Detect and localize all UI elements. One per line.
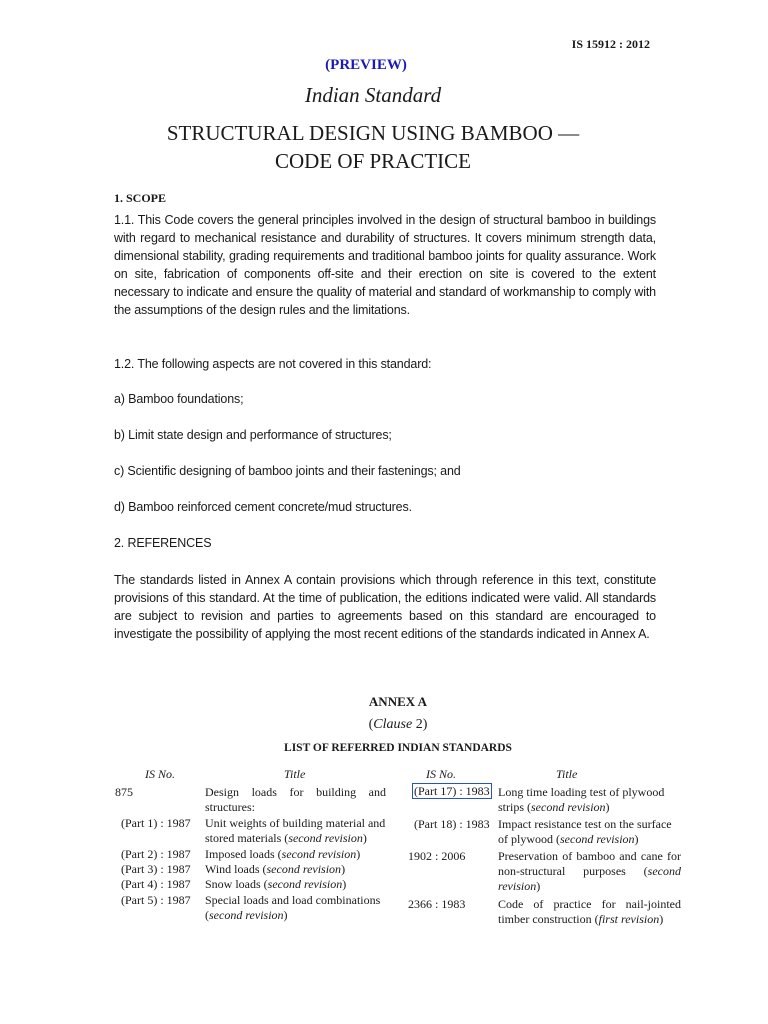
ref-number: (Part 1) : 1987 — [121, 816, 191, 830]
ref-title: Imposed loads (second revision) — [205, 847, 361, 861]
ref-title: Design loads for building and structures: — [205, 785, 386, 814]
annex-clause: (Clause 2) — [368, 717, 428, 732]
scope-paragraph-1: 1.1. This Code covers the general principles involved in the design of structural bamboo in buildings with regard to mechanical resistance and durability of structures. It covers minimum strength data, dimensional stability, grading requirements and traditional bamboo joints for quality assurance. Work on site, fabrication of components off-site and their erection on site is covered to the extent necessary to indicate and ensure the quality of material and standard of workmanship to comply with the assumptions of the design rules and the limitations. — [114, 213, 656, 317]
preview-label: (PREVIEW) — [325, 57, 407, 73]
scope-item-c: c) Scientific designing of bamboo joints and their fastenings; and — [114, 464, 461, 478]
ref-title: Preservation of bamboo and cane for non-structural purposes (second revision) — [498, 849, 681, 893]
ref-title: Code of practice for nail-jointed timber construction (first revision) — [498, 897, 681, 926]
ref-number: (Part 5) : 1987 — [121, 893, 191, 907]
title-line-1: STRUCTURAL DESIGN USING BAMBOO — — [166, 121, 580, 145]
ref-number: (Part 18) : 1983 — [414, 817, 490, 831]
ref-number — [412, 784, 492, 799]
ref-number: (Part 3) : 1987 — [121, 862, 191, 876]
scope-item-a: a) Bamboo foundations; — [114, 392, 244, 406]
ref-number: 2366 : 1983 — [408, 897, 466, 911]
ref-title: Long time loading test of plywood strips (second revision) — [498, 785, 665, 814]
ref-title: Special loads and load combinations (second revision) — [205, 893, 381, 922]
ref-title: Wind loads (second revision) — [205, 862, 346, 876]
ref-title: Impact resistance test on the surface of plywood (second revision) — [498, 817, 672, 846]
scope-paragraph-2: 1.2. The following aspects are not covered in this standard: — [114, 357, 432, 371]
highlighted-ref-number[interactable]: (Part 17) : 1983 — [414, 784, 490, 798]
title-line-2: CODE OF PRACTICE — [274, 149, 472, 173]
ref-number: (Part 4) : 1987 — [121, 877, 191, 891]
col-header-title-left: Title — [284, 767, 306, 781]
col-header-isno-left: IS No. — [145, 767, 175, 781]
list-heading: LIST OF REFERRED INDIAN STANDARDS — [284, 742, 512, 754]
annex-heading: ANNEX A — [368, 694, 428, 709]
standard-label: Indian Standard — [304, 83, 442, 107]
scope-heading: 1. SCOPE — [114, 191, 167, 205]
ref-title: Unit weights of building material and stored materials (second revision) — [205, 816, 386, 845]
col-header-title-right: Title — [556, 767, 578, 781]
document-number: IS 15912 : 2012 — [571, 37, 650, 51]
ref-title: Snow loads (second revision) — [205, 877, 347, 891]
col-header-isno-right: IS No. — [426, 767, 456, 781]
scope-item-b: b) Limit state design and performance of structures; — [114, 428, 392, 442]
scope-item-d: d) Bamboo reinforced cement concrete/mud structures. — [114, 500, 412, 514]
ref-number: 1902 : 2006 — [408, 849, 466, 863]
references-paragraph: The standards listed in Annex A contain provisions which through reference in this text, constitute provisions of this standard. At the time of publication, the editions indicated were valid. All standards are subject to revision and parties to agreements based on this standard are encouraged to investigate the possibility of applying the most recent editions of the standards indicated in Annex A. — [114, 573, 656, 641]
references-heading: 2. REFERENCES — [114, 536, 212, 550]
ref-number: (Part 2) : 1987 — [121, 847, 191, 861]
ref-number: 875 — [115, 785, 133, 799]
